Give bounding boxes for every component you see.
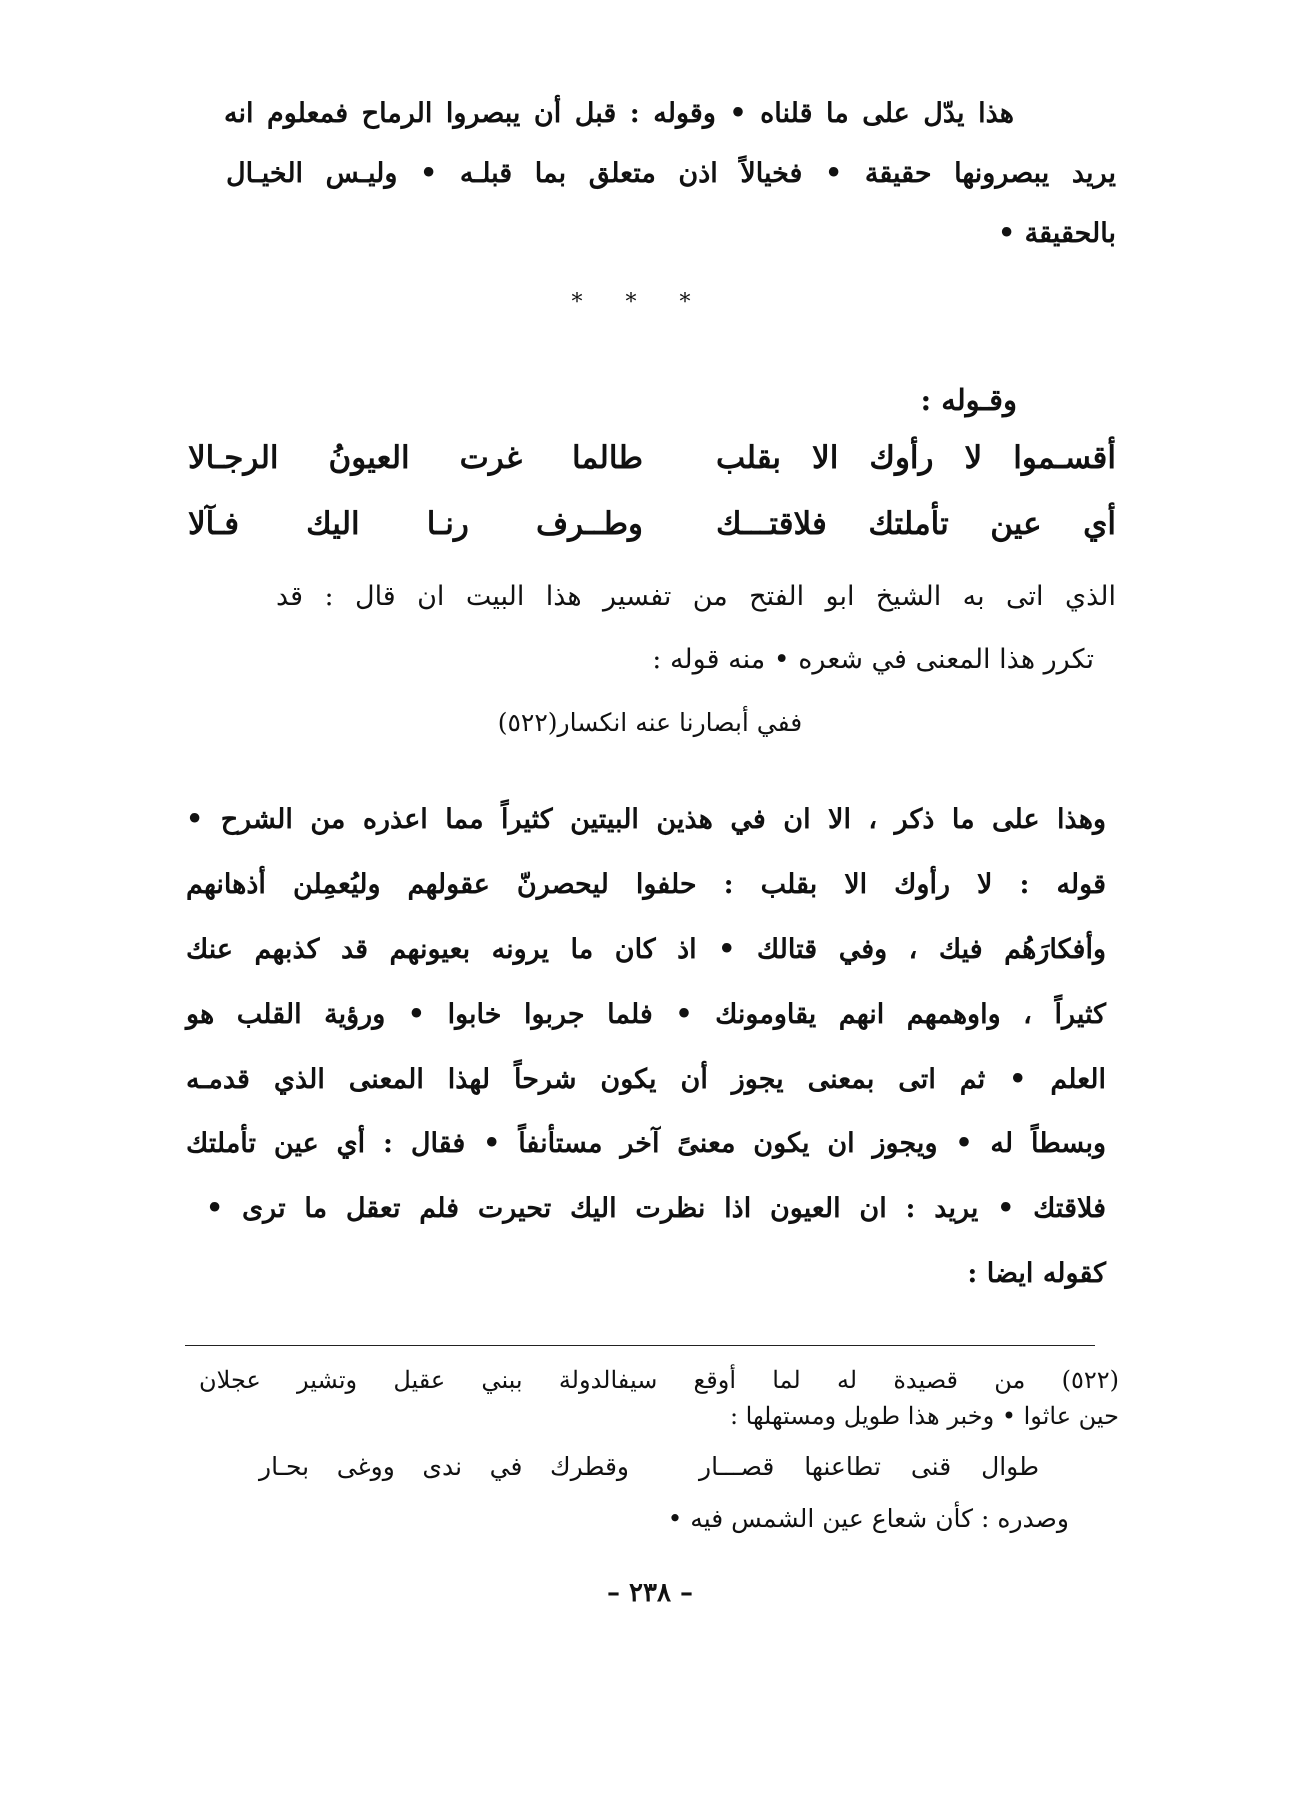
verse-second-hemistich: وطــرف رنـا اليك فـآلا: [188, 506, 643, 542]
paragraph-line: وبسطاً له • ويجوز ان يكون معنىً آخر مستأنفاً • فقال : أي عين تأملتك: [186, 1128, 1106, 1159]
page-number: – ٢٣٨ –: [606, 1578, 694, 1608]
paragraph-line: وأفكارَهُم فيك ، وفي قتالك • اذ كان ما يرونه بعيونهم قد كذبهم عنك: [186, 934, 1106, 965]
footnote-divider: [185, 1345, 1095, 1346]
paragraph-line: يريد يبصرونها حقيقة • فخيالاً اذن متعلق بما قبلـه • وليـس الخيـال: [226, 158, 1116, 189]
footnote-verse-first: طوال قنى تطاعنها قصـــار: [699, 1452, 1039, 1481]
footnote-closing: وصدره : كأن شعاع عين الشمس فيه •: [667, 1504, 1069, 1533]
paragraph-line: الذي اتى به الشيخ ابو الفتح من تفسير هذا البيت ان قال : قد: [276, 581, 1116, 612]
paragraph-line: وهذا على ما ذكر ، الا ان في هذين البيتين كثيراً مما اعذره من الشرح •: [186, 804, 1106, 835]
verse-second-hemistich: طالما غرت العيونُ الرجـالا: [188, 440, 643, 476]
paragraph-line: قوله : لا رأوك الا بقلب : حلفوا ليحصرنّ عقولهم وليُعمِلن أذهانهم: [186, 869, 1106, 900]
footnote-verse: [259, 1452, 1039, 1488]
footnote-line: حين عاثوا • وخبر هذا طويل ومستهلها :: [729, 1402, 1119, 1430]
quoted-hemistich: ففي أبصارنا عنه انكسار(٥٢٢): [497, 708, 803, 737]
paragraph-line: كثيراً ، واوهمهم انهم يقاومونك • فلما جربوا خابوا • ورؤية القلب هو: [186, 999, 1106, 1030]
verse-first-hemistich: أي عين تأملتك فلاقتـــك: [716, 506, 1116, 542]
paragraph-line: العلم • ثم اتى بمعنى يجوز أن يكون شرحاً لهذا المعنى الذي قدمـه: [186, 1064, 1106, 1095]
footnote-verse-second: وقطرك في ندى ووغى بحـار: [259, 1452, 629, 1481]
verse-line: [188, 440, 1116, 488]
paragraph-line: تكرر هذا المعنى في شعره • منه قوله :: [652, 644, 1094, 675]
paragraph-line: بالحقيقة •: [998, 218, 1116, 249]
footnote-line: (٥٢٢) من قصيدة له لما أوقع سيفالدولة ببني عقيل وتشير عجلان: [199, 1366, 1119, 1394]
section-heading: وقـوله :: [920, 383, 1017, 417]
paragraph-line: هذا يدّل على ما قلناه • وقوله : قبل أن يبصروا الرماح فمعلوم انه: [224, 98, 1014, 129]
verse-line: [188, 506, 1116, 554]
section-separator: * * *: [571, 290, 709, 315]
paragraph-line: فلاقتك • يريد : ان العيون اذا نظرت اليك تحيرت فلم تعقل ما ترى •: [206, 1193, 1106, 1224]
paragraph-line: كقوله ايضا :: [967, 1258, 1106, 1289]
verse-first-hemistich: أقسـموا لا رأوك الا بقلب: [716, 440, 1116, 476]
